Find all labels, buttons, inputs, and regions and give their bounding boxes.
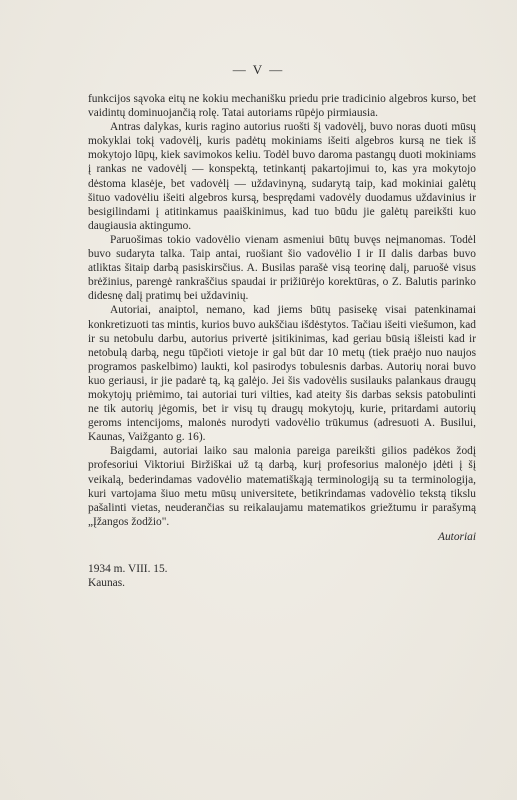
paragraph-3: Paruošimas tokio vadovėlio vienam asmeniui būtų buvęs neįmanomas. Todėl buvo sudaryta talka. Taip antai, ruošiant šio vadovėlio I ir II dalis darbas buvo atliktas šitaip darbą pasiskirsčius. A. Busilas parašė visą teorinę dalį, paruošė visus brėžinius, parengė rankraščius spaudai ir prižiūrėjo korektūras, o Z. Balutis parinko didesnę dalį pratimų bei uždavinių. <box>88 233 476 303</box>
date: 1934 m. VIII. 15. <box>88 562 168 575</box>
paragraph-5: Baigdami, autoriai laiko sau malonia pareiga pareikšti gilios padėkos žodį profesoriui Viktoriui Biržiškai už tą darbą, kurį profesorius malonėjo įdėti į šį veikalą, bederindamas vadovėlio matematiškąją terminologiją su ta terminologija, kuri vartojama šiuo metu mūsų universitete, betikrindamas vadovėlio tekstą tikslu pašalinti vietas, neuderančias su reikalaujamu matematikos griežtumu ir parašymą „Įžangos žodžio". <box>88 445 476 528</box>
signature: Autoriai <box>438 530 476 543</box>
preface-text <box>88 92 476 590</box>
paragraph-2: Antras dalykas, kuris ragino autorius ruošti šį vadovėlį, buvo noras duoti mūsų mokyklai tokį vadovėlį, kuris padėtų mokiniams išeiti algebros kursą ne tiek iš mokytojo lūpų, kiek savimokos keliu. Todėl buvo daroma pastangų duoti mokiniams į rankas ne vadovėlį — konspektą, tetinkantį pakartojimui to, kas yra mokytojo dėstoma klasėje, bet vadovėlį — uždavinyną, sudarytą taip, kad mokiniai galėtų šituo vadovėliu išeiti algebros kursą, besprędami vadovėly duodamus uždavinius ir besigilindami į atitinkamus paaiškinimus, kad tuo būdu jie galėtų pareikšti kuo daugiausia aktingumo. <box>88 121 476 232</box>
dateline <box>88 562 476 590</box>
page-number: — V — <box>232 62 285 77</box>
paragraph-1: funkcijos sąvoka eitų ne kokiu mechanišku priedu prie tradicinio algebros kurso, bet vaidintų dominuojančią rolę. Tatai autoriams rūpėjo pirmiausia. <box>88 93 476 120</box>
signature-row <box>88 529 476 544</box>
place: Kaunas. <box>88 576 126 589</box>
paragraph-4: Autoriai, anaiptol, nemano, kad jiems būtų pasisekę visai patenkinamai konkretizuoti tas mintis, kurios buvo aukščiau išdėstytos. Tačiau išeiti viešumon, kad ir su netobulu darbu, autorius privertė įsitikinimas, kad geriau būsią išleisti kad ir netobulą darbą, negu tūpčioti vietoje ir gal būt dar 10 metų (tiek praėjo nuo naujos programos paskelbimo) laukti, kol pasirodys tobulesnis darbas. Autorių norai buvo kuo geriausi, ir jie padarė tą, ką galėjo. Jei šis vadovėlis susilauks palankaus draugų mokytojų priėmimo, tai autoriai turi vilties, kad ateity šis darbas seksis patobulinti ne tik autorių jėgomis, bet ir visų tų draugų mokytojų, kurie, pritardami autorių geroms intencijoms, malonės nurodyti vadovėlio trūkumus (adresuoti A. Busilui, Kaunas, Vaižganto g. 16). <box>88 304 476 444</box>
